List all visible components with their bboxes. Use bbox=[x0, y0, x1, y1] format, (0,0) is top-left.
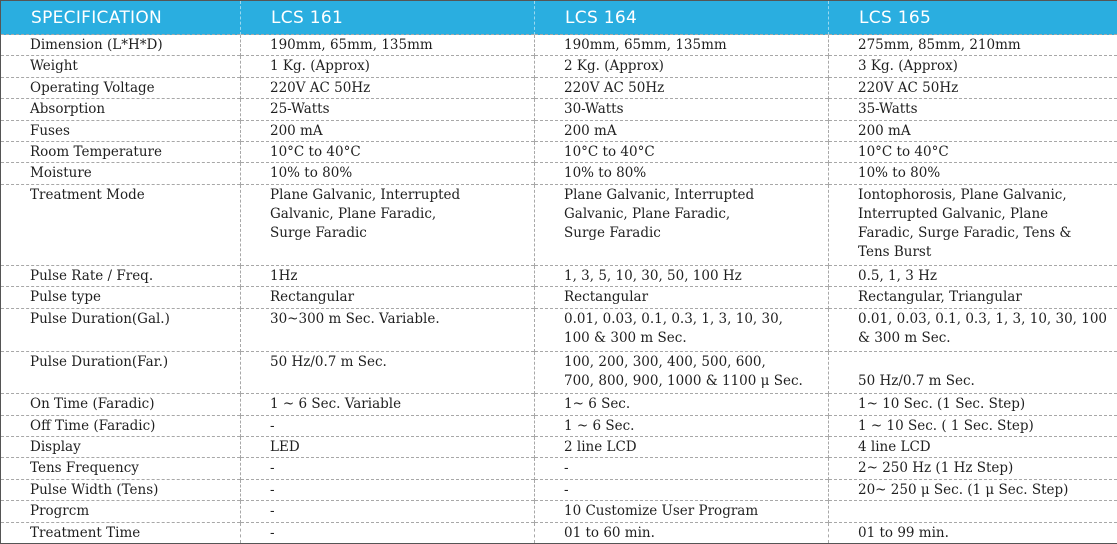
spec-value-cell: 190mm, 65mm, 135mm bbox=[535, 35, 829, 56]
spec-label-cell: On Time (Faradic) bbox=[1, 394, 241, 415]
table-row bbox=[1, 479, 1117, 500]
spec-value-cell: - bbox=[241, 501, 535, 522]
spec-value-cell: Plane Galvanic, Interrupted Galvanic, Plane Faradic, Surge Faradic bbox=[241, 184, 535, 265]
spec-value-cell: - bbox=[535, 458, 829, 479]
spec-value-cell: - bbox=[535, 479, 829, 500]
spec-label-cell: Fuses bbox=[1, 120, 241, 141]
spec-value-cell: - bbox=[241, 415, 535, 436]
spec-value-cell: 4 line LCD bbox=[829, 437, 1117, 458]
spec-label-cell: Pulse Duration(Far.) bbox=[1, 351, 241, 394]
spec-value-cell: 01 to 60 min. bbox=[535, 522, 829, 543]
spec-value-cell: 1 ~ 6 Sec. bbox=[535, 415, 829, 436]
table-row bbox=[1, 77, 1117, 98]
spec-value-cell: Iontophorosis, Plane Galvanic, Interrupted Galvanic, Plane Faradic, Surge Faradic, Tens & Tens Burst bbox=[829, 184, 1117, 265]
spec-value-cell: 25-Watts bbox=[241, 99, 535, 120]
spec-value-cell: 2 Kg. (Approx) bbox=[535, 56, 829, 77]
spec-label-cell: Weight bbox=[1, 56, 241, 77]
spec-value-cell: 1Hz bbox=[241, 266, 535, 287]
spec-value-cell: 200 mA bbox=[535, 120, 829, 141]
header-lcs-165: LCS 165 bbox=[829, 1, 1117, 35]
table-row bbox=[1, 458, 1117, 479]
spec-value-cell: 20~ 250 μ Sec. (1 μ Sec. Step) bbox=[829, 479, 1117, 500]
table-header-row bbox=[1, 1, 1117, 35]
table-row bbox=[1, 266, 1117, 287]
spec-value-cell: 1, 3, 5, 10, 30, 50, 100 Hz bbox=[535, 266, 829, 287]
spec-value-cell: 0.01, 0.03, 0.1, 0.3, 1, 3, 10, 30, 100 & 300 m Sec. bbox=[535, 308, 829, 351]
spec-value-cell: 200 mA bbox=[241, 120, 535, 141]
spec-value-cell: 10°C to 40°C bbox=[829, 141, 1117, 162]
spec-value-cell: 1~ 10 Sec. (1 Sec. Step) bbox=[829, 394, 1117, 415]
spec-value-cell: 1 Kg. (Approx) bbox=[241, 56, 535, 77]
spec-value-cell: 35-Watts bbox=[829, 99, 1117, 120]
spec-value-cell: Rectangular bbox=[535, 287, 829, 308]
table-row bbox=[1, 501, 1117, 522]
table-row bbox=[1, 99, 1117, 120]
table-row bbox=[1, 287, 1117, 308]
spec-value-cell: 1~ 6 Sec. bbox=[535, 394, 829, 415]
spec-label-cell: Treatment Time bbox=[1, 522, 241, 543]
spec-value-cell: 1 ~ 10 Sec. ( 1 Sec. Step) bbox=[829, 415, 1117, 436]
spec-value-cell: - bbox=[241, 479, 535, 500]
spec-value-cell: 10 Customize User Program bbox=[535, 501, 829, 522]
table-row bbox=[1, 141, 1117, 162]
table-row bbox=[1, 163, 1117, 184]
table-row bbox=[1, 437, 1117, 458]
spec-label-cell: Moisture bbox=[1, 163, 241, 184]
spec-label-cell: Treatment Mode bbox=[1, 184, 241, 265]
spec-value-cell: 1 ~ 6 Sec. Variable bbox=[241, 394, 535, 415]
spec-value-cell: 275mm, 85mm, 210mm bbox=[829, 35, 1117, 56]
spec-value-cell: 50 Hz/0.7 m Sec. bbox=[241, 351, 535, 394]
spec-label-cell: Pulse type bbox=[1, 287, 241, 308]
table-row bbox=[1, 120, 1117, 141]
header-lcs-161: LCS 161 bbox=[241, 1, 535, 35]
table-row bbox=[1, 415, 1117, 436]
spec-value-cell: 50 Hz/0.7 m Sec. bbox=[829, 351, 1117, 394]
spec-value-cell: 01 to 99 min. bbox=[829, 522, 1117, 543]
spec-value-cell: 30-Watts bbox=[535, 99, 829, 120]
spec-value-cell: 100, 200, 300, 400, 500, 600, 700, 800, 900, 1000 & 1100 μ Sec. bbox=[535, 351, 829, 394]
table-row bbox=[1, 351, 1117, 394]
table-row bbox=[1, 394, 1117, 415]
spec-value-cell: 200 mA bbox=[829, 120, 1117, 141]
spec-label-cell: Room Temperature bbox=[1, 141, 241, 162]
spec-value-cell: 220V AC 50Hz bbox=[535, 77, 829, 98]
spec-value-cell: - bbox=[241, 458, 535, 479]
spec-value-cell: 10% to 80% bbox=[535, 163, 829, 184]
spec-value-cell: 220V AC 50Hz bbox=[241, 77, 535, 98]
spec-value-cell: 0.01, 0.03, 0.1, 0.3, 1, 3, 10, 30, 100 & 300 m Sec. bbox=[829, 308, 1117, 351]
header-specification: SPECIFICATION bbox=[1, 1, 241, 35]
spec-label-cell: Tens Frequency bbox=[1, 458, 241, 479]
table-row bbox=[1, 184, 1117, 265]
spec-value-cell: 2~ 250 Hz (1 Hz Step) bbox=[829, 458, 1117, 479]
spec-value-cell: 3 Kg. (Approx) bbox=[829, 56, 1117, 77]
spec-value-cell: 10% to 80% bbox=[241, 163, 535, 184]
spec-label-cell: Pulse Rate / Freq. bbox=[1, 266, 241, 287]
spec-label-cell: Off Time (Faradic) bbox=[1, 415, 241, 436]
spec-value-cell: 10% to 80% bbox=[829, 163, 1117, 184]
table-row bbox=[1, 56, 1117, 77]
spec-label-cell: Pulse Duration(Gal.) bbox=[1, 308, 241, 351]
spec-label-cell: Dimension (L*H*D) bbox=[1, 35, 241, 56]
spec-label-cell: Operating Voltage bbox=[1, 77, 241, 98]
header-lcs-164: LCS 164 bbox=[535, 1, 829, 35]
spec-value-cell: Plane Galvanic, Interrupted Galvanic, Plane Faradic, Surge Faradic bbox=[535, 184, 829, 265]
spec-value-cell: 30~300 m Sec. Variable. bbox=[241, 308, 535, 351]
spec-value-cell: 10°C to 40°C bbox=[535, 141, 829, 162]
spec-label-cell: Pulse Width (Tens) bbox=[1, 479, 241, 500]
table-row bbox=[1, 35, 1117, 56]
spec-value-cell: Rectangular bbox=[241, 287, 535, 308]
spec-value-cell: 190mm, 65mm, 135mm bbox=[241, 35, 535, 56]
table-body bbox=[1, 35, 1117, 544]
spec-value-cell: Rectangular, Triangular bbox=[829, 287, 1117, 308]
spec-value-cell: LED bbox=[241, 437, 535, 458]
table-row bbox=[1, 522, 1117, 543]
spec-value-cell: 0.5, 1, 3 Hz bbox=[829, 266, 1117, 287]
spec-value-cell: 10°C to 40°C bbox=[241, 141, 535, 162]
spec-label-cell: Display bbox=[1, 437, 241, 458]
spec-label-cell: Absorption bbox=[1, 99, 241, 120]
spec-value-cell bbox=[829, 501, 1117, 522]
spec-value-cell: 220V AC 50Hz bbox=[829, 77, 1117, 98]
table-row bbox=[1, 308, 1117, 351]
spec-value-cell: - bbox=[241, 522, 535, 543]
spec-label-cell: Progrcm bbox=[1, 501, 241, 522]
spec-value-cell: 2 line LCD bbox=[535, 437, 829, 458]
